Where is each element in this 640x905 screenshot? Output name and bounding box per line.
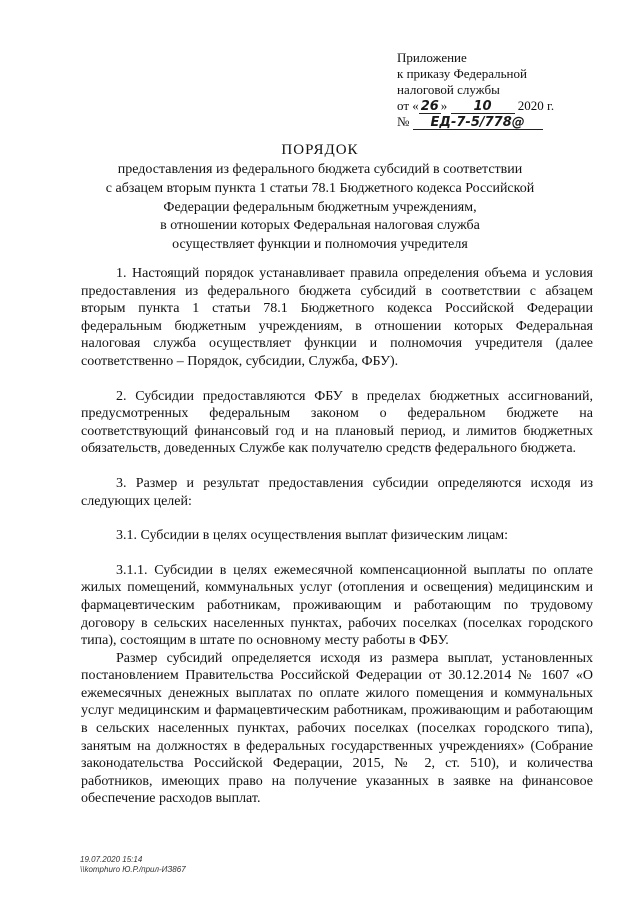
subtitle-line: с абзацем вторым пункта 1 статьи 78.1 Бюджетного кодекса Российской — [105, 180, 535, 196]
paragraph-3-1-1: 3.1.1. Субсидии в целях ежемесячной компенсационной выплаты по оплате жилых помещений, коммунальных услуг (отопления и освещения) медицинским и фармацевтическим работникам, проживающим и работающим по трудовому договору в сельских населенных пунктах, рабочих поселках (поселках городского типа), состоящим в штате по основному месту работы в ФБУ. — [81, 562, 593, 649]
appendix-order-ref: к приказу Федеральной — [397, 66, 527, 81]
number-prefix: № — [397, 114, 410, 129]
subtitle-line: предоставления из федерального бюджета субсидий в соответствии — [117, 162, 523, 177]
appendix-number-line — [397, 114, 597, 130]
document-body — [81, 265, 593, 808]
paragraph-3-1: 3.1. Субсидии в целях осуществления выплат физическим лицам: — [116, 528, 509, 544]
appendix-agency: налоговой службы — [397, 82, 500, 97]
subtitle-line: осуществляет функции и полномочия учредителя — [172, 237, 468, 253]
print-footer — [80, 855, 186, 875]
paragraph-3: 3. Размер и результат предоставления субсидии определяются исходя из следующих целей: — [81, 475, 593, 509]
date-prefix: от « — [397, 98, 419, 113]
appendix-label: Приложение — [397, 50, 467, 65]
appendix-header — [397, 50, 597, 130]
appendix-date-line — [397, 98, 597, 114]
document-title: ПОРЯДОК — [281, 142, 359, 158]
subtitle-line: Федерации федеральным бюджетным учреждениям, — [163, 199, 477, 215]
order-number: ЕД-7-5/778@ — [413, 116, 543, 130]
footer-timestamp: 19.07.2020 15:14 — [80, 855, 143, 864]
paragraph-subsidy-size: Размер субсидий определяется исходя из размера выплат, установленных постановлением Правительства Российской Федерации от 30.12.2014 № 1607 «О ежемесячных денежных выплатах по оплате жилого помещения и коммунальных услуг медицинским и фармацевтическим работникам, проживающим и работающим в сельских населенных пунктах, рабочих поселках (поселках городского типа), занятым на должностях в федеральных государственных учреждениях» (Собрание законодательства Российской Федерации, 2015, № 2, ст. 510), и количества работников, имеющих право на получение указанных в заявке на финансовое обеспечение расходов выплат. — [81, 650, 593, 807]
date-year: 2020 г. — [517, 98, 555, 113]
subtitle-line: в отношении которых Федеральная налоговая служба — [160, 218, 480, 234]
footer-path: \\komphuro Ю.Р./прил-ИЗ867 — [80, 865, 186, 874]
date-mid: » — [440, 98, 448, 113]
date-day: 26 — [420, 99, 439, 114]
paragraph-1: 1. Настоящий порядок устанавливает правила определения объема и условия предоставления из федерального бюджета субсидий в соответствии с абзацем вторым пункта 1 статьи 78.1 Бюджетного кодекса Российской Федерации федеральным бюджетным учреждениям, в отношении которых Федеральная налоговая служба осуществляет функции и полномочия учредителя (далее соответственно – Порядок, субсидии, Служба, ФБУ). — [81, 266, 593, 369]
paragraph-2: 2. Субсидии предоставляются ФБУ в пределах бюджетных ассигнований, предусмотренных федеральным законом о федеральном бюджете на соответствующий финансовый год и на плановый период, и лимитов бюджетных обязательств, доведенных Службе как получателю средств федерального бюджета. — [81, 388, 593, 457]
date-month: 10 — [451, 100, 515, 114]
document-subtitle — [80, 161, 560, 255]
